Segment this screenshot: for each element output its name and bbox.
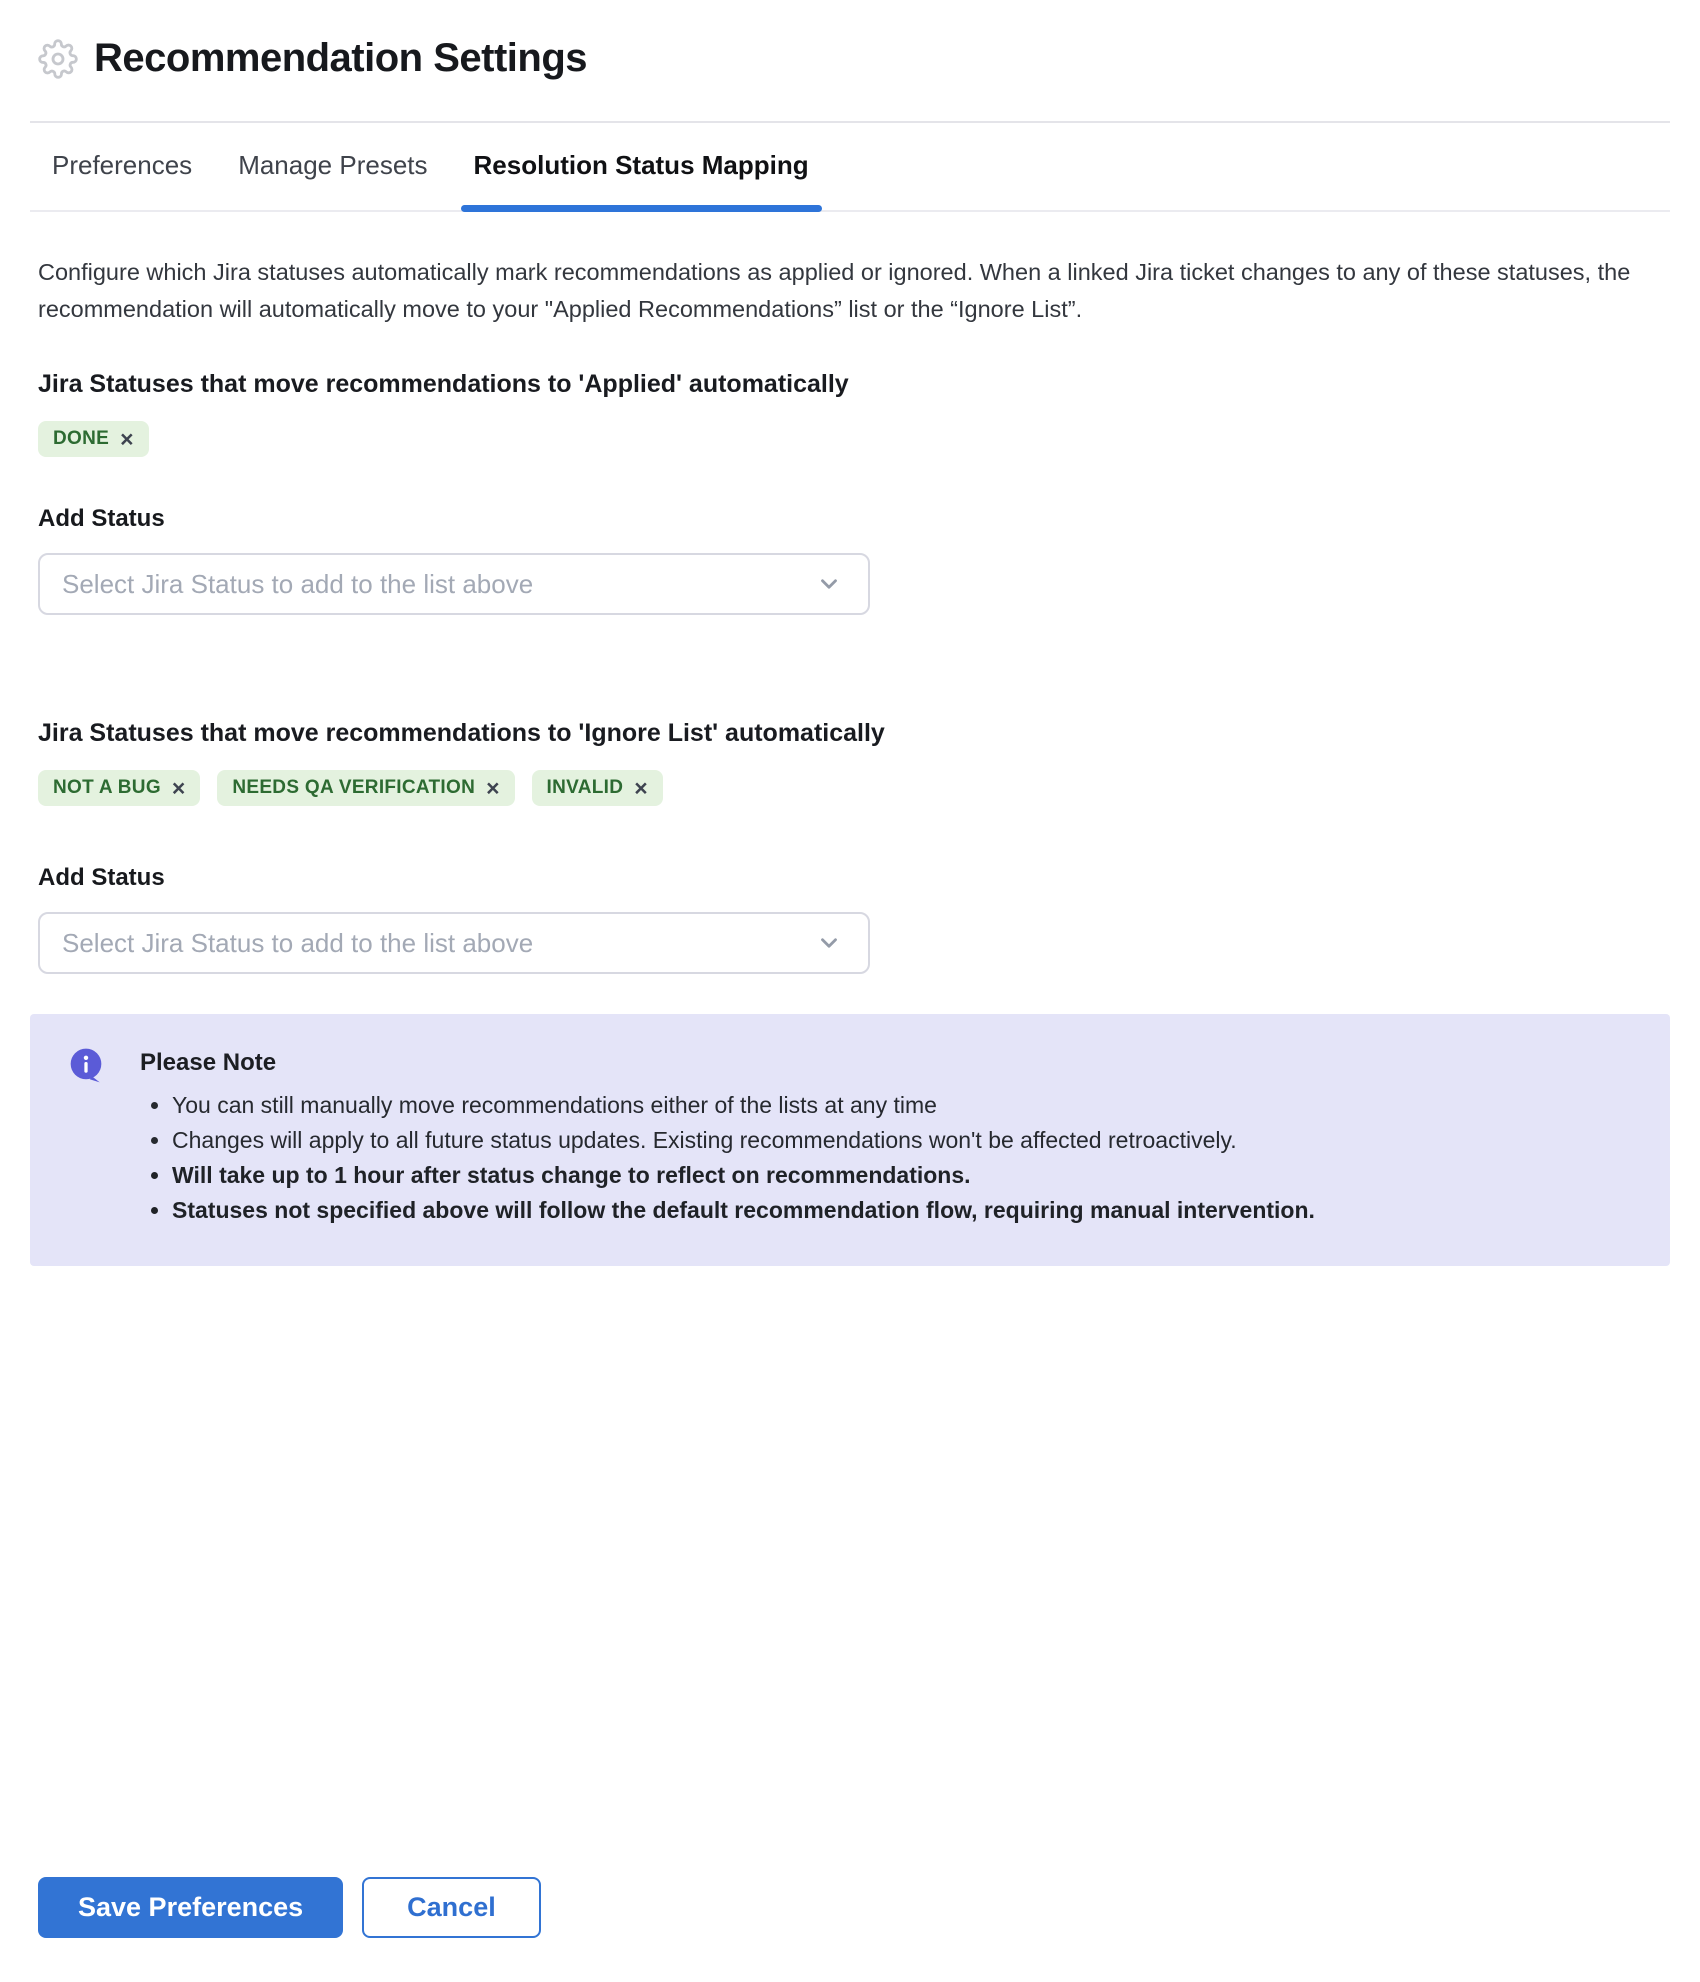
tab-preferences[interactable]: Preferences xyxy=(52,150,193,180)
select-placeholder: Select Jira Status to add to the list above xyxy=(62,927,534,958)
ignore-chip-row xyxy=(38,770,1662,806)
note-bullet: • Will take up to 1 hour after status change to reflect on recommendations. xyxy=(172,1158,1315,1193)
note-bullet-list xyxy=(140,1088,1315,1228)
note-box xyxy=(30,1014,1670,1266)
tab-manage-presets[interactable]: Manage Presets xyxy=(238,150,428,180)
status-chip-label: NEEDS QA VERIFICATION xyxy=(232,777,476,798)
footer-actions xyxy=(38,1877,541,1938)
status-chip-done xyxy=(38,421,149,457)
ignore-section-heading: Jira Statuses that move recommendations to 'Ignore List' automatically xyxy=(38,719,885,747)
jira-status-select-applied[interactable] xyxy=(38,553,870,615)
applied-section-heading: Jira Statuses that move recommendations to 'Applied' automatically xyxy=(38,370,849,398)
page-title: Recommendation Settings xyxy=(94,36,588,80)
note-body xyxy=(140,1046,1315,1228)
add-status-label-applied: Add Status xyxy=(38,505,165,532)
chip-remove-icon[interactable]: × xyxy=(634,774,648,801)
cancel-button[interactable]: Cancel xyxy=(362,1877,541,1938)
note-bullet: • Changes will apply to all future status updates. Existing recommendations won't be affected retroactively. xyxy=(172,1123,1315,1158)
description-text: Configure which Jira statuses automatically mark recommendations as applied or ignored. When a linked Jira ticket changes to any of these statuses, the recommendation will automatically move to your "Applied Recommendations” list or the “Ignore List”. xyxy=(38,259,1631,322)
status-chip-label: NOT A BUG xyxy=(53,777,161,798)
status-chip-needs-qa-verification xyxy=(217,770,514,806)
tab-resolution-status-mapping[interactable]: Resolution Status Mapping xyxy=(474,123,809,210)
gear-icon xyxy=(38,39,78,79)
section-gap xyxy=(30,615,1670,719)
info-icon xyxy=(68,1047,104,1084)
note-bullet: • You can still manually move recommendations either of the lists at any time xyxy=(172,1088,1315,1123)
chip-remove-icon[interactable]: × xyxy=(120,425,134,452)
chip-remove-icon[interactable]: × xyxy=(486,774,500,801)
status-chip-invalid xyxy=(532,770,663,806)
note-title: Please Note xyxy=(140,1049,277,1076)
status-chip-label: DONE xyxy=(53,428,110,449)
note-bullet: • Statuses not specified above will follow the default recommendation flow, requiring manual intervention. xyxy=(172,1193,1315,1228)
status-chip-not-a-bug xyxy=(38,770,200,806)
chip-remove-icon[interactable]: × xyxy=(171,774,186,801)
tab-bar xyxy=(30,123,1670,212)
page-header xyxy=(30,0,1670,81)
add-status-label-ignore: Add Status xyxy=(38,864,165,891)
applied-chip-row xyxy=(38,421,1662,457)
jira-status-select-ignore[interactable] xyxy=(38,912,870,974)
select-placeholder: Select Jira Status to add to the list above xyxy=(62,568,534,599)
chevron-down-icon xyxy=(816,571,842,597)
save-preferences-button[interactable]: Save Preferences xyxy=(38,1877,343,1938)
status-chip-label: INVALID xyxy=(546,777,624,798)
chevron-down-icon xyxy=(816,930,842,956)
